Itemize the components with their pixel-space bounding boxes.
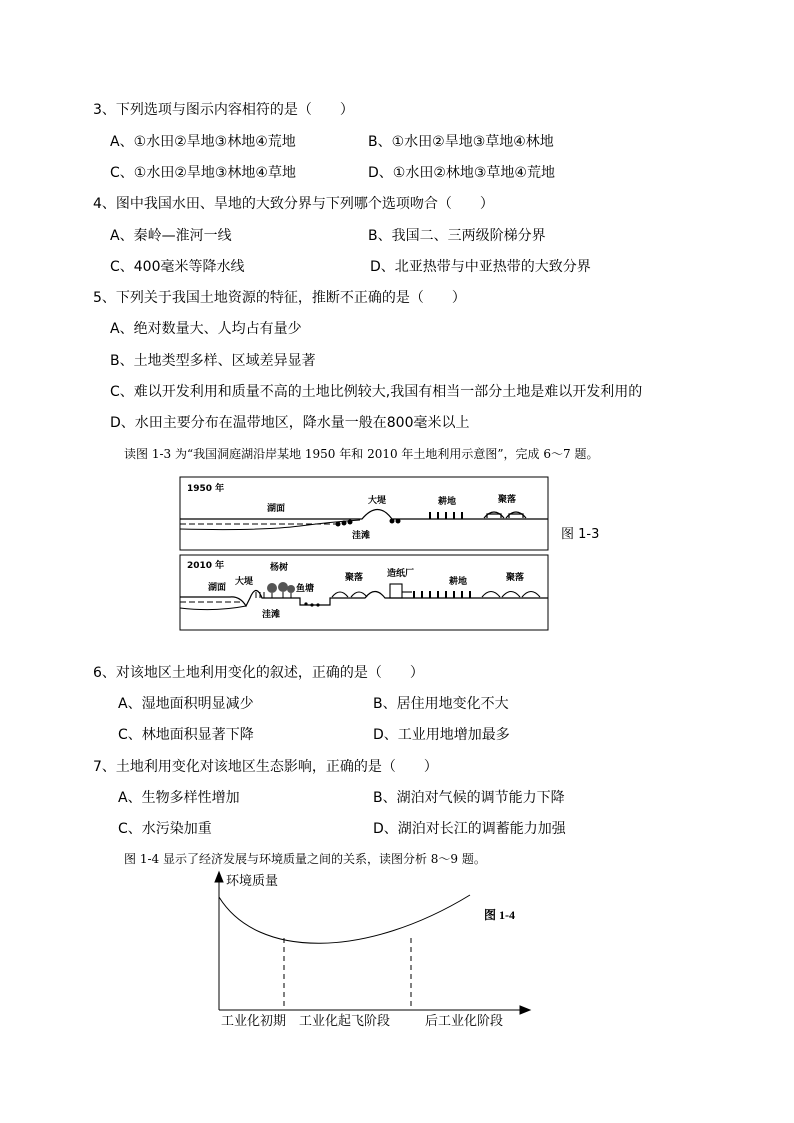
fig14-stage-3: 后工业化阶段 <box>425 1014 504 1029</box>
q3-option-d: D、①水田②林地③草地④荒地 <box>368 165 555 181</box>
fig13-bottom-factory: 造纸厂 <box>387 569 415 579</box>
q3-option-b: B、①水田②旱地③草地④林地 <box>368 134 554 150</box>
figure-1-4-intro: 图 1-4 显示了经济发展与环境质量之间的关系，读图分析 8～9 题。 <box>124 852 486 866</box>
figure-1-4-caption: 图 1-4 <box>484 908 515 922</box>
q5-option-b: B、土地类型多样、区域差异显著 <box>110 353 316 369</box>
q7-stem: 7、土地利用变化对该地区生态影响，正确的是（ ） <box>93 759 438 775</box>
fig13-top-lake: 湖面 <box>267 504 286 514</box>
q7-option-c: C、水污染加重 <box>118 821 212 837</box>
q5-stem: 5、下列关于我国土地资源的特征，推断不正确的是（ ） <box>93 290 466 306</box>
fig14-ylabel: 环境质量 <box>226 874 279 889</box>
q7-option-b: B、湖泊对气候的调节能力下降 <box>373 790 565 806</box>
q4-option-a: A、秦岭—淮河一线 <box>110 228 232 244</box>
q3-option-c: C、①水田②旱地③林地④草地 <box>110 165 296 181</box>
fig13-bottom-farmland: 耕地 <box>449 577 468 587</box>
fig14-stage-2: 工业化起飞阶段 <box>299 1014 391 1029</box>
q6-option-a: A、湿地面积明显减少 <box>118 696 254 712</box>
q3-option-a: A、①水田②旱地③林地④荒地 <box>110 134 296 150</box>
fig13-bottom-lake: 湖面 <box>208 583 227 593</box>
fig13-bottom-village1: 聚落 <box>345 573 364 583</box>
fig13-top-dike: 大堤 <box>368 496 387 506</box>
q4-option-b: B、我国二、三两级阶梯分界 <box>368 228 546 244</box>
fig13-bottom-year: 2010 年 <box>187 561 225 571</box>
q6-option-b: B、居住用地变化不大 <box>373 696 509 712</box>
figure-1-3-caption: 图 1-3 <box>561 527 600 542</box>
fig13-bottom-marsh: 洼滩 <box>262 610 281 620</box>
fig13-top-marsh: 洼滩 <box>352 531 371 541</box>
q5-option-d: D、水田主要分布在温带地区，降水量一般在800毫米以上 <box>110 415 470 431</box>
q4-option-d: D、北亚热带与中亚热带的大致分界 <box>370 259 591 275</box>
fig13-top-village: 聚落 <box>498 495 517 505</box>
q5-option-c: C、难以开发利用和质量不高的土地比例较大,我国有相当一部分土地是难以开发利用的 <box>110 384 643 400</box>
fig13-bottom-fishpond: 鱼塘 <box>296 584 315 594</box>
q7-option-d: D、湖泊对长江的调蓄能力加强 <box>373 821 566 837</box>
q7-option-a: A、生物多样性增加 <box>118 790 240 806</box>
q3-stem: 3、下列选项与图示内容相符的是（ ） <box>93 102 354 118</box>
q6-stem: 6、对该地区土地利用变化的叙述，正确的是（ ） <box>93 665 424 681</box>
fig14-stage-1: 工业化初期 <box>221 1014 287 1029</box>
fig13-top-farmland: 耕地 <box>438 497 457 507</box>
fig14-curve <box>219 895 470 943</box>
figure-1-3-intro: 读图 1-3 为“我国洞庭湖沿岸某地 1950 年和 2010 年土地利用示意图”，完成 6～7 题。 <box>124 447 599 461</box>
fig14-x-arrow <box>520 1006 530 1014</box>
fig14-y-arrow <box>215 872 223 882</box>
fig13-bottom-dike: 大堤 <box>235 577 254 587</box>
q4-stem: 4、图中我国水田、旱地的大致分界与下列哪个选项吻合（ ） <box>93 196 494 212</box>
fig13-bottom-village2: 聚落 <box>506 573 525 583</box>
q6-option-d: D、工业用地增加最多 <box>373 727 510 743</box>
q4-option-c: C、400毫米等降水线 <box>110 259 245 275</box>
q6-option-c: C、林地面积显著下降 <box>118 727 254 743</box>
fig13-top-year: 1950 年 <box>187 484 225 494</box>
fig13-bottom-trees: 杨树 <box>270 563 289 573</box>
q5-option-a: A、绝对数量大、人均占有量少 <box>110 321 302 337</box>
